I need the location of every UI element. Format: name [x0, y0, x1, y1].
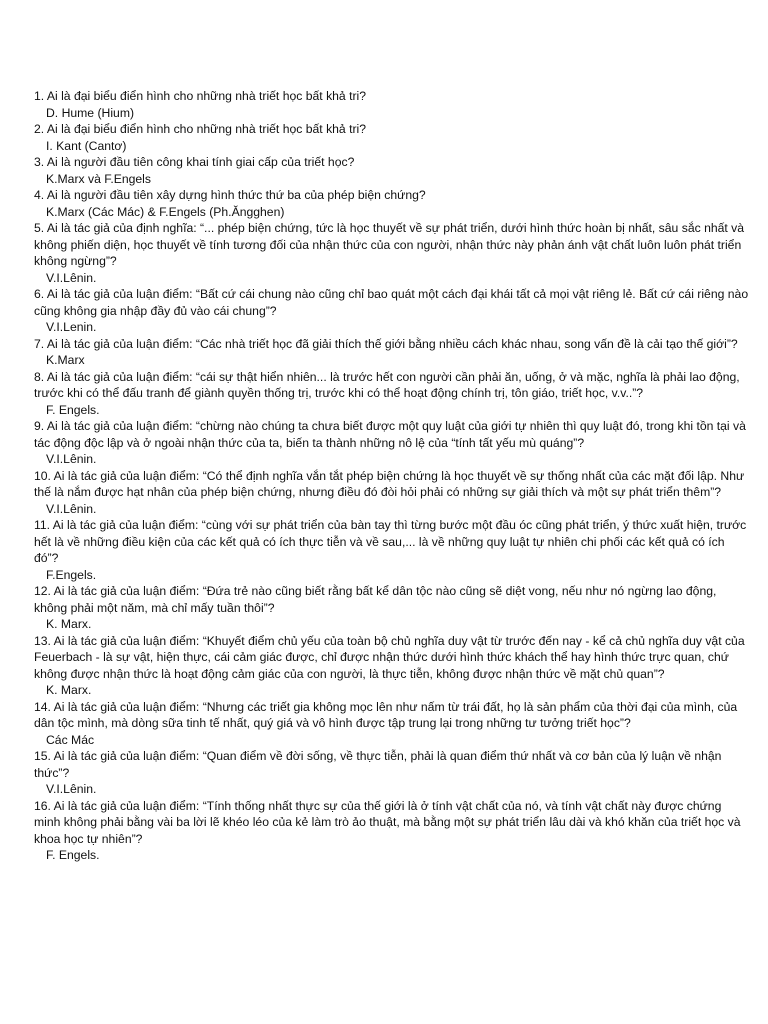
question-text: 12. Ai là tác giả của luận điểm: “Đứa trẻ nào cũng biết rằng bất kể dân tộc nào cũng sẽ diệt vong, nếu như nó ngừng lao động, không phải một năm, mà chỉ mấy tuần thôi”? — [34, 584, 717, 615]
answer-text: F.Engels. — [46, 567, 97, 582]
answer-text: V.I.Lênin. — [46, 452, 97, 466]
question-text: 6. Ai là tác giả của luận điểm: “Bất cứ cái chung nào cũng chỉ bao quát một cách đại khái tất cả mọi vật riêng lẻ. Bất cứ cái riêng nào cũng không gia nhập đầy đủ vào cái chung”? — [34, 287, 749, 318]
question-item-3 — [34, 154, 750, 187]
question-item-2 — [34, 121, 750, 154]
question-text: 3. Ai là người đầu tiên công khai tính giai cấp của triết học? — [34, 155, 355, 169]
question-item-4 — [34, 187, 750, 220]
question-text: 4. Ai là người đầu tiên xây dựng hình thức thứ ba của phép biện chứng? — [34, 188, 426, 202]
question-item-7 — [34, 336, 750, 369]
question-text: 2. Ai là đại biểu điển hình cho những nhà triết học bất khả tri? — [34, 122, 367, 136]
answer-text: K.Marx (Các Mác) & F.Engels (Ph.Ăngghen) — [46, 204, 285, 219]
question-text: 15. Ai là tác giả của luận điểm: “Quan điểm về đời sống, về thực tiễn, phải là quan điểm thứ nhất và cơ bản của lý luận về nhận thức”? — [34, 749, 722, 780]
question-item-1 — [34, 88, 750, 121]
question-item-10 — [34, 468, 750, 518]
answer-text: F. Engels. — [46, 402, 100, 417]
answer-text: K. Marx. — [46, 683, 92, 697]
question-text: 7. Ai là tác giả của luận điểm: “Các nhà triết học đã giải thích thế giới bằng nhiều cách khác nhau, song vấn đề là cải tạo thế giới”? — [34, 336, 738, 351]
answer-text: K.Marx — [46, 353, 85, 367]
question-item-16 — [34, 798, 750, 864]
question-text: 16. Ai là tác giả của luận điểm: “Tính thống nhất thực sự của thế giới là ở tính vật chất của nó, và tính vật chất này được chứng minh không phải bằng vài ba lời lẽ khéo léo của kẻ làm trò ảo thuật, mà bằng một sự phát triển lâu dài và khó khăn của triết học và khoa học tự nhiên”? — [34, 798, 741, 846]
question-item-6 — [34, 286, 750, 336]
answer-text: D. Hume (Hium) — [46, 105, 135, 120]
question-text: 13. Ai là tác giả của luận điểm: “Khuyết điểm chủ yếu của toàn bộ chủ nghĩa duy vật từ trước đến nay - kể cả chủ nghĩa duy vật của Feuerbach - là sự vật, hiện thực, cái cảm giác được, chỉ được nhận thức dưới hình thức khách thể hay hình thức trực quan, chứ không được nhận thức là hoạt động cảm giác của con người, là thực tiễn, không được nhận thức về mặt chủ quan”? — [34, 633, 745, 681]
answer-text: Các Mác — [46, 732, 95, 747]
document-page — [34, 88, 750, 864]
answer-text: K.Marx và F.Engels — [46, 171, 151, 186]
answer-text: V.I.Lênin. — [46, 270, 97, 285]
question-item-14 — [34, 699, 750, 749]
answer-text: I. Kant (Cantơ) — [46, 138, 127, 153]
question-item-11 — [34, 517, 750, 583]
question-item-9 — [34, 418, 750, 468]
answer-text: V.I.Lenin. — [46, 320, 97, 334]
question-item-15 — [34, 748, 750, 798]
question-item-12 — [34, 583, 750, 633]
question-item-13 — [34, 633, 750, 699]
question-text: 1. Ai là đại biểu điển hình cho những nhà triết học bất khả tri? — [34, 89, 367, 103]
answer-text: V.I.Lênin. — [46, 501, 97, 516]
question-text: 5. Ai là tác giả của định nghĩa: “... phép biện chứng, tức là học thuyết về sự phát triển, dưới hình thức hoàn bị nhất, sâu sắc nhất và không phiến diện, học thuyết về tính tương đối của nhận thức của con người, nhận thức này phản ánh vật chất luôn luôn phát triển không ngừng”? — [34, 221, 745, 268]
question-text: 11. Ai là tác giả của luận điểm: “cùng với sự phát triển của bàn tay thì từng bước một đầu óc cũng phát triển, ý thức xuất hiện, trước hết là về những điều kiện của các kết quả có ích thực tiễn và về sau,... là về những quy luật tự nhiên chi phối các kết quả có ích đó”? — [34, 518, 747, 565]
question-text: 10. Ai là tác giả của luận điểm: “Có thể định nghĩa vắn tắt phép biện chứng là học thuyết về sự thống nhất của các mặt đối lập. Như thế là nắm được hạt nhân của phép biện chứng, nhưng điều đó đòi hỏi phải có những sự giải thích và một sự phát triển thêm”? — [34, 468, 745, 499]
answer-text: F. Engels. — [46, 848, 100, 862]
question-text: 14. Ai là tác giả của luận điểm: “Nhưng các triết gia không mọc lên như nấm từ trái đất, họ là sản phẩm của thời đại của mình, của dân tộc mình, mà dòng sữa tinh tế nhất, quý giá và vô hình được tập trung lại trong những tư tưởng triết học”? — [34, 699, 738, 730]
answer-text: K. Marx. — [46, 617, 92, 631]
question-item-5 — [34, 220, 750, 286]
question-text: 9. Ai là tác giả của luận điểm: “chừng nào chúng ta chưa biết được một quy luật của giới tự nhiên thì quy luật đó, trong khi tồn tại và tác động độc lập và ở ngoài nhận thức của ta, biến ta thành những nô lệ của “tính tất yếu mù quáng”? — [34, 419, 746, 450]
question-text: 8. Ai là tác giả của luận điểm: “cái sự thật hiển nhiên... là trước hết con người cần phải ăn, uống, ở và mặc, nghĩa là phải lao động, trước khi có thể đấu tranh để giành quyền thống trị, trước khi có thể hoạt động chính trị, tôn giáo, triết học, v.v..”? — [34, 369, 740, 400]
answer-text: V.I.Lênin. — [46, 782, 97, 796]
question-item-8 — [34, 369, 750, 419]
